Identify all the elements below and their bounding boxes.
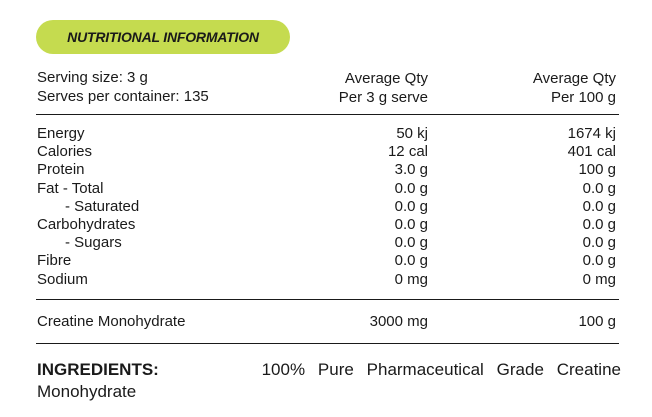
nutrient-per-serve: 50 kj (396, 125, 428, 142)
serving-size: Serving size: 3 g (37, 69, 148, 86)
nutrition-title: NUTRITIONAL INFORMATION (67, 29, 259, 45)
ingredients-statement (37, 359, 621, 403)
nutrient-name: Carbohydrates (37, 216, 136, 233)
nutrient-name: Fibre (37, 252, 72, 269)
nutrient-per-100g: 0.0 g (582, 180, 616, 197)
nutrient-name: - Sugars (65, 234, 122, 251)
ingredients-text: 100% Pure Pharmaceutical Grade Creatine Monohydrate (37, 360, 621, 401)
nutrient-per-serve: 0.0 g (394, 216, 428, 233)
nutrient-per-serve: 0.0 g (394, 234, 428, 251)
nutrition-title-badge (36, 20, 290, 54)
nutrient-per-serve: 0.0 g (394, 198, 428, 215)
per-100g-heading: Average Qty (532, 70, 616, 87)
nutrient-per-100g: 100 g (578, 161, 616, 178)
nutrient-per-100g: 401 cal (567, 143, 616, 160)
nutrient-per-100g: 1674 kj (567, 125, 616, 142)
nutrient-name: Protein (37, 161, 85, 178)
nutrient-name: Fat - Total (37, 180, 104, 197)
nutrient-per-serve: 0.0 g (394, 252, 428, 269)
nutrient-per-100g: 0.0 g (582, 252, 616, 269)
per-serve-subheading: Per 3 g serve (338, 89, 428, 106)
ingredients-label: INGREDIENTS: (37, 360, 159, 379)
per-serve-heading: Average Qty (344, 70, 428, 87)
nutrient-name: Sodium (37, 271, 88, 288)
nutrient-name: Energy (37, 125, 85, 142)
serves-per-container: Serves per container: 135 (37, 88, 209, 105)
nutrient-name: Calories (37, 143, 93, 160)
nutrient-per-100g: 0.0 g (582, 234, 616, 251)
divider-bottom (36, 343, 619, 344)
nutrient-per-100g: 0 mg (582, 271, 616, 288)
nutrient-per-serve: 3.0 g (394, 161, 428, 178)
nutrient-name: - Saturated (65, 198, 140, 215)
nutrient-per-100g: 0.0 g (582, 216, 616, 233)
divider-middle (36, 299, 619, 300)
nutrient-per-serve: 0.0 g (394, 180, 428, 197)
active-ingredient-per-100g: 100 g (578, 313, 616, 330)
per-100g-subheading: Per 100 g (550, 89, 616, 106)
divider-top (36, 114, 619, 115)
nutrient-per-serve: 0 mg (394, 271, 428, 288)
active-ingredient-name: Creatine Monohydrate (37, 313, 186, 330)
nutrient-per-100g: 0.0 g (582, 198, 616, 215)
nutrient-per-serve: 12 cal (387, 143, 428, 160)
active-ingredient-per-serve: 3000 mg (369, 313, 428, 330)
